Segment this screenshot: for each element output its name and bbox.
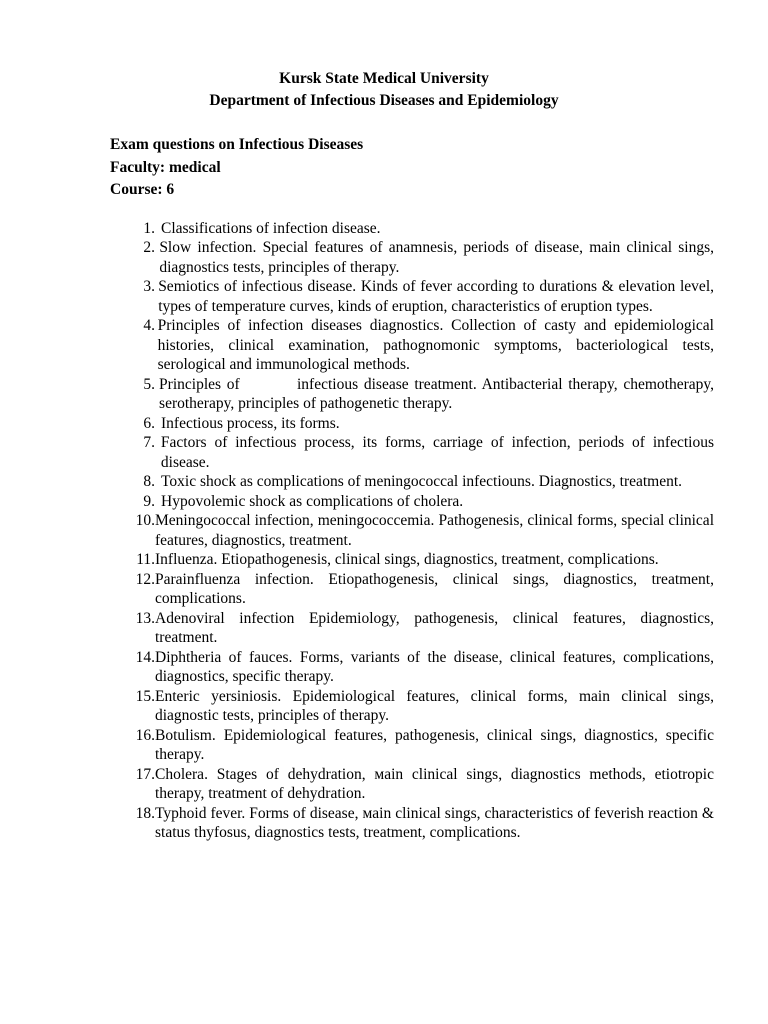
question-text: Classifications of infection disease. — [161, 219, 381, 237]
question-text: Principles of infectious disease treatment. Antibacterial therapy, chemotherapy, serotherapy, principles of pathogenetic therapy. — [159, 375, 718, 412]
question-text: Adenoviral infection Epidemiology, pathogenesis, clinical features, diagnostics, treatment. — [155, 609, 714, 646]
question-number: 12. — [135, 570, 155, 588]
list-item — [110, 648, 714, 687]
question-list — [110, 219, 718, 843]
list-item — [110, 472, 714, 492]
question-number: 1. — [143, 219, 155, 237]
question-text: Influenza. Etiopathogenesis, clinical sings, diagnostics, treatment, complications. — [155, 551, 659, 568]
question-text: Diphtheria of fauces. Forms, variants of the disease, clinical features, complications, diagnostics, specific therapy. — [155, 648, 714, 685]
list-item — [110, 492, 714, 512]
question-number: 15. — [135, 687, 155, 705]
question-number: 14. — [135, 648, 155, 666]
exam-title: Exam questions on Infectious Diseases — [110, 136, 364, 153]
list-item — [110, 219, 714, 239]
question-number: 9. — [143, 492, 155, 510]
list-item — [110, 765, 714, 804]
question-text: Semiotics of infectious disease. Kinds of fever according to durations & elevation level, types of temperature curves, kinds of eruption, characteristics of eruption types. — [158, 278, 714, 315]
question-number: 2. — [143, 239, 155, 256]
question-number: 5. — [143, 375, 155, 393]
question-text: Principles of infection diseases diagnostics. Collection of casty and epidemiological histories, clinical examination, pathognomonic symptoms, bacteriological tests, serological and immunological methods. — [157, 317, 714, 373]
list-item — [110, 277, 714, 316]
question-number: 10. — [135, 512, 155, 529]
list-item — [110, 414, 714, 434]
question-text: Meningococcal infection, meningococcemia. Pathogenesis, clinical forms, special clinical features, diagnostics, treatment. — [155, 512, 714, 549]
university-name: Kursk State Medical University — [279, 70, 489, 87]
question-number: 11. — [136, 551, 155, 568]
question-text: Infectious process, its forms. — [161, 414, 340, 432]
list-item — [110, 511, 714, 550]
question-number: 13. — [135, 609, 155, 627]
question-text: Enteric yersiniosis. Epidemiological features, clinical forms, main clinical sings, diagnostic tests, principles of therapy. — [155, 687, 714, 724]
question-text: Hypovolemic shock as complications of cholera. — [161, 492, 464, 510]
question-text: Botulism. Epidemiological features, pathogenesis, clinical sings, diagnostics, specific therapy. — [155, 726, 714, 763]
list-item — [110, 570, 714, 609]
question-text: Toxic shock as complications of meningococcal infectiouns. Diagnostics, treatment. — [161, 473, 683, 490]
list-item — [110, 238, 714, 277]
list-item — [110, 550, 714, 570]
question-number: 17. — [135, 765, 155, 783]
list-item — [110, 375, 718, 414]
list-item — [110, 687, 714, 726]
list-item — [110, 726, 714, 765]
faculty-line: Faculty: medical — [110, 158, 221, 176]
question-text: Parainfluenza infection. Etiopathogenesis, clinical sings, diagnostics, treatment, complications. — [155, 570, 714, 607]
list-item — [110, 609, 714, 648]
question-text: Typhoid fever. Forms of disease, мain clinical sings, characteristics of feverish reaction & status thyfosus, diagnostics tests, treatment, complications. — [155, 804, 714, 841]
list-item — [110, 316, 714, 375]
exam-meta — [110, 134, 714, 202]
question-number: 8. — [143, 473, 155, 490]
question-number: 6. — [143, 414, 155, 432]
question-number: 4. — [143, 317, 155, 334]
question-number: 18. — [135, 804, 155, 822]
question-number: 7. — [143, 434, 155, 451]
course-line: Course: 6 — [110, 181, 175, 198]
question-number: 3. — [143, 278, 155, 295]
document-header — [54, 68, 714, 112]
list-item — [110, 804, 714, 843]
list-item — [110, 433, 714, 472]
question-text: Cholera. Stages of dehydration, мain clinical sings, diagnostics methods, etiotropic therapy, treatment of dehydration. — [155, 765, 714, 802]
question-text: Slow infection. Special features of anamnesis, periods of disease, main clinical sings, diagnostics tests, principles of therapy. — [159, 239, 714, 276]
question-number: 16. — [135, 726, 155, 744]
question-text: Factors of infectious process, its forms, carriage of infection, periods of infectious disease. — [160, 434, 714, 471]
department-name: Department of Infectious Diseases and Epidemiology — [209, 92, 559, 109]
